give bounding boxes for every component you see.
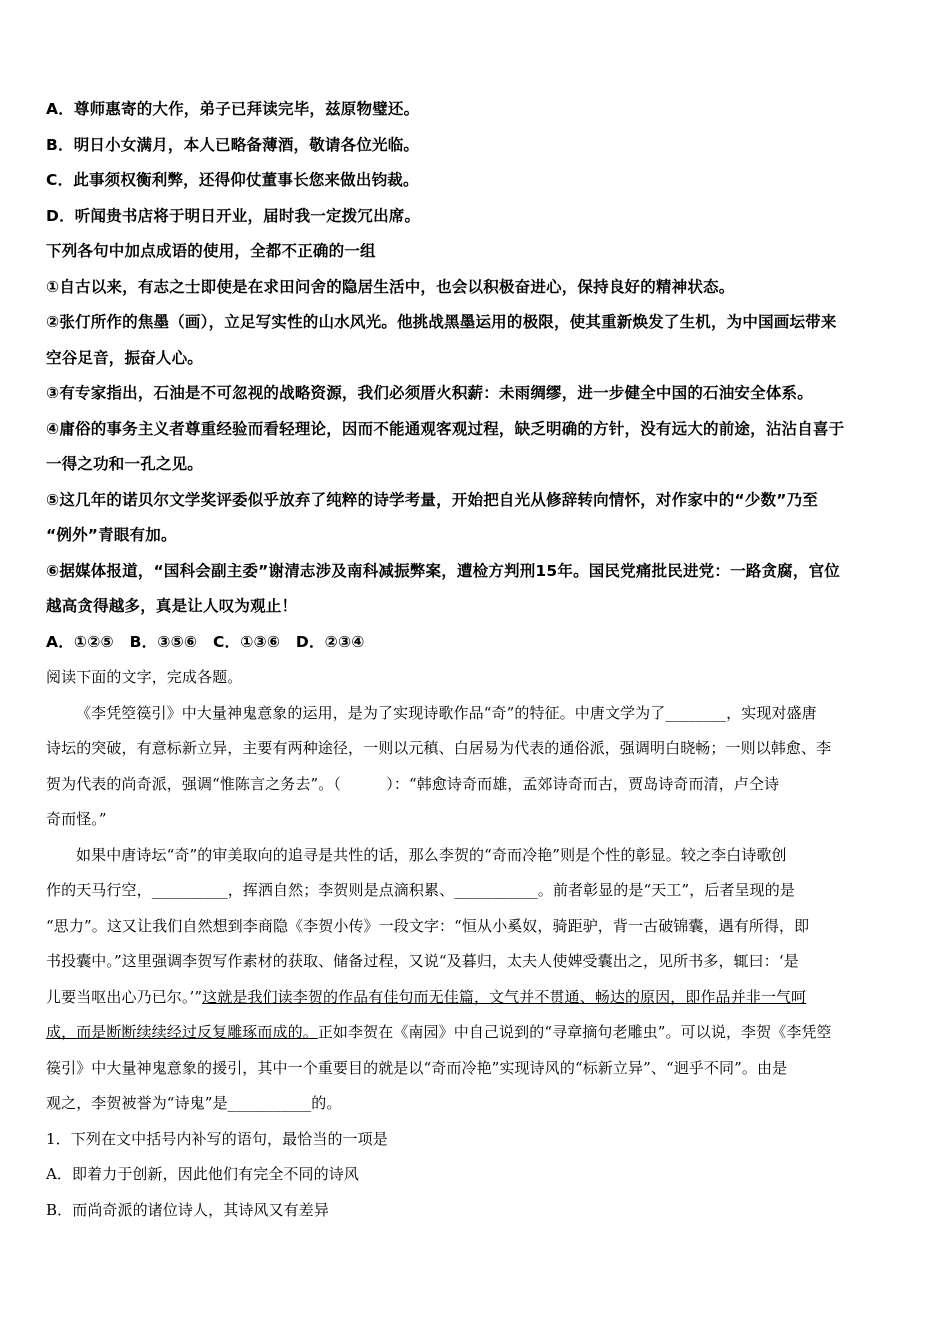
option-c: C．此事须权衡利弊，还得仰仗董事长您来做出钧裁。 (46, 171, 419, 189)
question-stem: 下列各句中加点成语的使用，全都不正确的一组 (46, 242, 376, 260)
option-a: A．尊师惠寄的大作，弟子已拜读完毕，兹原物璧还。 (46, 100, 420, 118)
paragraph-2-line-8: 观之，李贺被誉为“诗鬼”是___________的。 (46, 1094, 342, 1112)
question-1-stem: 1．下列在文中括号内补写的语句，最恰当的一项是 (46, 1129, 388, 1148)
paragraph-2-line-5 (46, 980, 806, 1016)
option-b: B．明日小女满月，本人已略备薄酒，敬请各位光临。 (46, 135, 420, 154)
sentence-5-line-2: “例外”青眼有加。 (46, 526, 177, 544)
reading-intro: 阅读下面的文字，完成各题。 (46, 668, 243, 686)
sentence-4-line-1: ④庸俗的事务主义者尊重经验而看轻理论，因而不能通观客观过程，缺乏明确的方针，没有远大的前途，沾沾自喜于 (46, 419, 845, 438)
paragraph-1-line-2: 诗坛的突破，有意标新立异，主要有两种途径，一则以元稹、白居易为代表的通俗派，强调明白晓畅；一则以韩愈、李 (46, 739, 832, 757)
document-page (46, 92, 908, 1228)
sentence-2-line-1: ②张仃所作的焦墨（画），立足写实性的山水风光。他挑战黑墨运用的极限，使其重新焕发了生机，为中国画坛带来 (46, 313, 837, 331)
line-5-plain-text: 儿要当呕出心乃已尔。’” (46, 987, 203, 1006)
option-d: D．听闻贵书店将于明日开业，届时我一定拨冗出席。 (46, 206, 421, 225)
sentence-2-line-2: 空谷足音，振奋人心。 (46, 348, 204, 367)
sentence-6-line-1: ⑥据媒体报道，“国科会副主委”谢清志涉及南科减振弊案，遭检方判刑15年。国民党痛批民进党：一路贪腐，官位 (46, 561, 840, 580)
line-6-plain-text: 正如李贺在《南园》中自己说到的“寻章摘句老雕虫”。可以说，李贺《李凭箜 (317, 1023, 832, 1041)
paragraph-1-line-1: 《李凭箜篌引》中大量神鬼意象的运用，是为了实现诗歌作品“奇”的特征。中唐文学为了________，实现对盛唐 (76, 703, 817, 722)
paragraph-1-line-3: 贺为代表的尚奇派，强调“惟陈言之务去”。（ ）：“韩愈诗奇而雄，孟郊诗奇而古，贾岛诗奇而清，卢仝诗 (46, 774, 780, 793)
paragraph-2-line-3: “思力”。这又让我们自然想到李商隐《李贺小传》一段文字：“恒从小奚奴，骑距驴，背一古破锦囊，遇有所得，即 (46, 916, 810, 935)
paragraph-2-line-7: 篌引》中大量神鬼意象的援引，其中一个重要目的就是以“奇而冷艳”实现诗风的“标新立异”、“迥乎不同”。由是 (46, 1058, 788, 1077)
question-1-option-b: B．而尚奇派的诸位诗人，其诗风又有差异 (46, 1200, 329, 1219)
answer-choices: A．①②⑤ B．③⑤⑥ C．①③⑥ D．②③④ (46, 632, 365, 651)
paragraph-1-line-4: 奇而怪。” (46, 810, 107, 828)
paragraph-2-line-6 (46, 1015, 832, 1051)
underlined-sentence-part-2: 成，而是断断续续经过反复雕琢而成的。 (46, 1023, 318, 1041)
paragraph-2-line-2: 作的天马行空，__________，挥洒自然；李贺则是点滴积累、___________。前者彰显的是“天工”，后者呈现的是 (46, 881, 795, 899)
sentence-6-line-2: 越高贪得越多，真是让人叹为观止！ (46, 597, 298, 615)
sentence-5-line-1: ⑤这几年的诺贝尔文学奖评委似乎放弃了纯粹的诗学考量，开始把自光从修辞转向情怀，对作家中的“少数”乃至 (46, 490, 819, 509)
paragraph-2-line-1: 如果中唐诗坛“奇”的审美取向的追寻是共性的话，那么李贺的“奇而冷艳”则是个性的彰显。较之李白诗歌创 (76, 845, 787, 864)
sentence-1: ①自古以来，有志之士即使是在求田问舍的隐居生活中，也会以积极奋进心，保持良好的精神状态。 (46, 277, 735, 296)
question-1-option-a: A．即着力于创新，因此他们有完全不同的诗风 (46, 1165, 359, 1183)
underlined-sentence-part-1: 这就是我们读李贺的作品有佳句而无佳篇，文气并不贯通、畅达的原因，即作品并非一气呵 (202, 987, 807, 1006)
paragraph-2-line-4: 书投囊中。”这里强调李贺写作素材的获取、储备过程，又说“及暮归，太夫人使婢受囊出之，见所书多，辄曰：‘是 (46, 952, 799, 970)
sentence-4-line-2: 一得之功和一孔之见。 (46, 455, 204, 473)
sentence-3: ③有专家指出，石油是不可忽视的战略资源，我们必须厝火积薪：未雨绸缪，进一步健全中国的石油安全体系。 (46, 384, 813, 402)
